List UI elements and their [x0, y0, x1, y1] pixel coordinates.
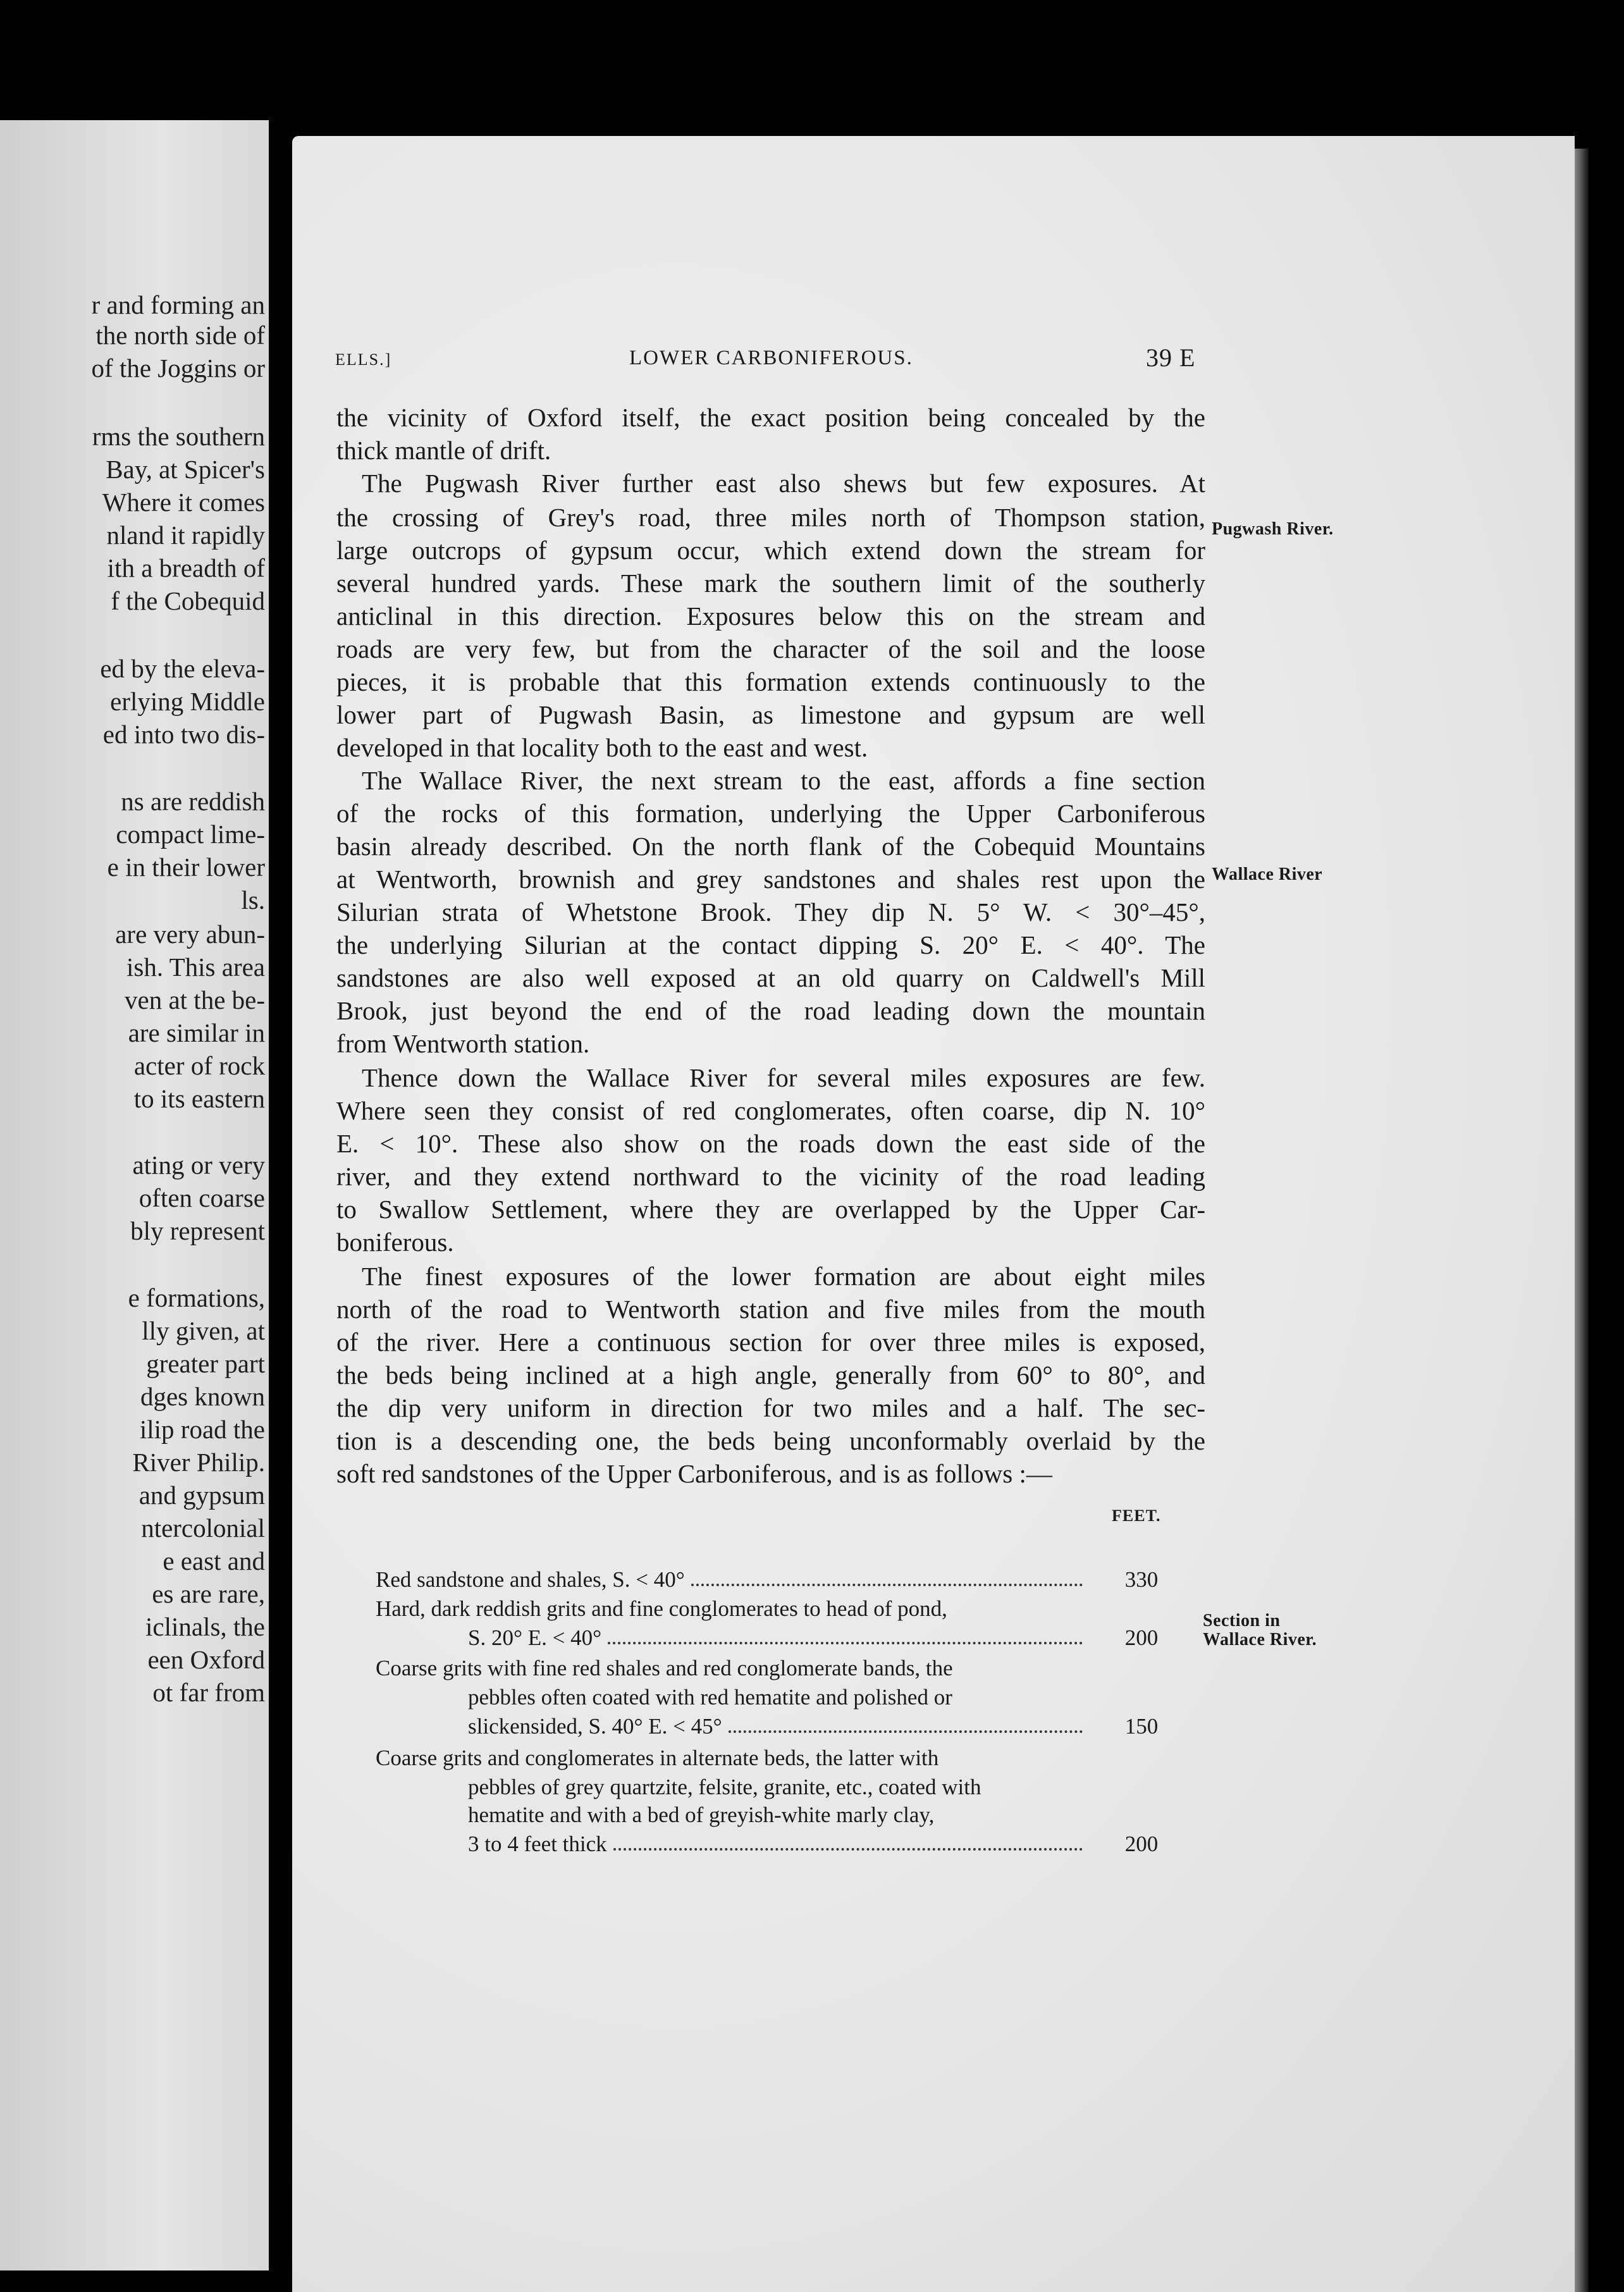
body-line: north of the road to Wentworth station and five miles from the mouth — [336, 1295, 1205, 1324]
left-page-line: e formations, — [128, 1283, 265, 1312]
body-line: the underlying Silurian at the contact dipping S. 20° E. < 40°. The — [336, 930, 1205, 959]
table-row-value: 200 — [1124, 1832, 1159, 1856]
table-row-text: Coarse grits and conglomerates in alternate beds, the latter with — [376, 1746, 939, 1770]
body-line: the dip very uniform in direction for two miles and a half. The sec- — [336, 1393, 1205, 1422]
body-line: sandstones are also well exposed at an old quarry on Caldwell's Mill — [336, 963, 1205, 992]
margin-note-section-2: Wallace River. — [1203, 1630, 1317, 1649]
body-line: roads are very few, but from the character of the soil and the loose — [336, 634, 1205, 663]
table-row-value: 200 — [1124, 1625, 1159, 1650]
body-line: of the river. Here a continuous section for over three miles is exposed, — [336, 1328, 1205, 1357]
left-page-line: ith a breadth of — [107, 553, 265, 582]
left-page-line: ven at the be- — [125, 985, 265, 1014]
left-page-line: Where it comes — [102, 488, 265, 517]
body-line: The finest exposures of the lower formation are about eight miles — [362, 1262, 1205, 1291]
table-row-line — [468, 1627, 1089, 1649]
table-row-line — [376, 1747, 1083, 1769]
left-page-line: ish. This area — [126, 952, 265, 982]
body-line: the vicinity of Oxford itself, the exact position being concealed by the — [336, 403, 1205, 432]
table-row-line — [468, 1715, 1089, 1737]
body-line: E. < 10°. These also show on the roads down the east side of the — [336, 1129, 1205, 1158]
table-row-line — [376, 1568, 1089, 1591]
table-row-text: Hard, dark reddish grits and fine conglomerates to head of pond, — [376, 1596, 947, 1621]
body-line: at Wentworth, brownish and grey sandstones and shales rest upon the — [336, 865, 1205, 894]
body-line: Silurian strata of Whetstone Brook. They dip N. 5° W. < 30°–45°, — [336, 897, 1205, 927]
body-line: developed in that locality both to the east and west. — [336, 733, 868, 762]
table-row-text: pebbles often coated with red hematite and polished or — [468, 1685, 952, 1710]
left-page-line: r and forming an — [91, 290, 265, 319]
left-page-line: Bay, at Spicer's — [106, 455, 265, 484]
left-page-line: the north side of — [95, 321, 265, 350]
left-page-line: nland it rapidly — [106, 521, 265, 550]
left-page-line: are very abun- — [115, 920, 265, 949]
margin-note-wallace: Wallace River — [1212, 865, 1323, 884]
left-page-line: of the Joggins or — [91, 354, 265, 383]
left-page-line: ot far from — [152, 1678, 265, 1707]
left-page-line: ntercolonial — [141, 1513, 265, 1543]
body-line: river, and they extend northward to the vicinity of the road leading — [336, 1162, 1205, 1191]
left-page-line: ed by the eleva- — [100, 654, 265, 683]
body-line: large outcrops of gypsum occur, which extend down the stream for — [336, 536, 1205, 565]
body-line: basin already described. On the north flank of the Cobequid Mountains — [336, 832, 1205, 861]
body-line: Brook, just beyond the end of the road leading down the mountain — [336, 996, 1205, 1025]
body-line: tion is a descending one, the beds being unconformably overlaid by the — [336, 1426, 1205, 1455]
table-units: FEET. — [1112, 1506, 1161, 1525]
left-page-line: often coarse — [138, 1183, 265, 1212]
margin-note-section-1: Section in — [1203, 1611, 1281, 1630]
table-row-value: 330 — [1124, 1567, 1159, 1592]
left-page-line: ls. — [241, 885, 265, 915]
body-line: soft red sandstones of the Upper Carboniferous, and is as follows :— — [336, 1459, 1052, 1488]
header-author: ELLS.] — [335, 350, 392, 369]
table-row-line — [376, 1598, 1083, 1620]
left-page-line: greater part — [146, 1349, 265, 1378]
body-line: to Swallow Settlement, where they are overlapped by the Upper Car- — [336, 1195, 1205, 1224]
body-line: Where seen they consist of red conglomerates, often coarse, dip N. 10° — [336, 1096, 1205, 1125]
left-page-line: compact lime- — [116, 820, 265, 849]
body-line: of the rocks of this formation, underlying the Upper Carboniferous — [336, 799, 1205, 828]
left-page-line: ilip road the — [139, 1415, 265, 1444]
table-row-text: hematite and with a bed of greyish-white marly clay, — [468, 1802, 935, 1827]
body-line: anticlinal in this direction. Exposures below this on the stream and — [336, 601, 1205, 631]
left-page-line: es are rare, — [152, 1579, 265, 1608]
left-page-line: to its eastern — [133, 1084, 265, 1113]
body-line: boniferous. — [336, 1228, 454, 1257]
body-line: The Pugwash River further east also shews but few exposures. At — [362, 469, 1205, 498]
page-number: 39 E — [1146, 343, 1196, 372]
body-line: thick mantle of drift. — [336, 436, 551, 465]
left-page-line: ating or very — [132, 1150, 265, 1180]
left-page-line: bly represent — [130, 1216, 265, 1245]
left-page-line: ed into two dis- — [102, 720, 265, 749]
table-row-value: 150 — [1124, 1714, 1159, 1739]
table-row-text: Coarse grits with fine red shales and red conglomerate bands, the — [376, 1656, 953, 1680]
table-row-text: Red sandstone and shales, S. < 40° — [376, 1567, 685, 1592]
header-title: LOWER CARBONIFEROUS. — [629, 347, 913, 369]
dot-leader — [613, 1848, 1083, 1851]
left-page-line: dges known — [140, 1382, 265, 1411]
left-page-line: are similar in — [128, 1018, 265, 1047]
margin-note-pugwash: Pugwash River. — [1212, 519, 1334, 539]
table-row-line — [468, 1686, 1083, 1708]
running-header — [0, 343, 1624, 378]
left-page-line: and gypsum — [138, 1481, 265, 1510]
table-row-line — [376, 1657, 1083, 1679]
left-page-line: f the Cobequid — [111, 586, 265, 615]
table-row-text: S. 20° E. < 40° — [468, 1625, 602, 1650]
body-line: the crossing of Grey's road, three miles north of Thompson station, — [336, 503, 1205, 532]
dot-leader — [608, 1642, 1083, 1644]
left-page-line: acter of rock — [133, 1051, 265, 1080]
table-row-text: 3 to 4 feet thick — [468, 1832, 607, 1856]
left-page-line: een Oxford — [147, 1645, 265, 1674]
table-row-text: pebbles of grey quartzite, felsite, granite, etc., coated with — [468, 1775, 981, 1799]
dot-leader — [691, 1584, 1083, 1586]
left-page-line: lly given, at — [142, 1316, 265, 1345]
body-line: Thence down the Wallace River for several miles exposures are few. — [362, 1063, 1205, 1092]
left-page-line: iclinals, the — [145, 1612, 265, 1641]
left-page-line: rms the southern — [92, 422, 265, 451]
body-line: The Wallace River, the next stream to the east, affords a fine section — [362, 766, 1205, 795]
body-line: pieces, it is probable that this formation extends continuously to the — [336, 667, 1205, 696]
body-line: several hundred yards. These mark the southern limit of the southerly — [336, 569, 1205, 598]
previous-page-fragment — [0, 120, 269, 2270]
table-row-text: slickensided, S. 40° E. < 45° — [468, 1714, 722, 1739]
page-edge — [1575, 149, 1589, 2292]
left-page-line: River Philip. — [132, 1448, 265, 1477]
table-row-line — [468, 1804, 1083, 1826]
body-line: the beds being inclined at a high angle, generally from 60° to 80°, and — [336, 1360, 1205, 1389]
table-row-line — [468, 1776, 1083, 1798]
left-page-line: e in their lower — [107, 853, 265, 882]
left-page-line: erlying Middle — [110, 687, 265, 716]
body-line: lower part of Pugwash Basin, as limestone and gypsum are well — [336, 700, 1205, 729]
dot-leader — [729, 1730, 1083, 1733]
left-page-line: ns are reddish — [121, 787, 265, 816]
left-page-line: e east and — [163, 1546, 265, 1575]
body-line: from Wentworth station. — [336, 1029, 590, 1058]
table-row-line — [468, 1833, 1089, 1855]
